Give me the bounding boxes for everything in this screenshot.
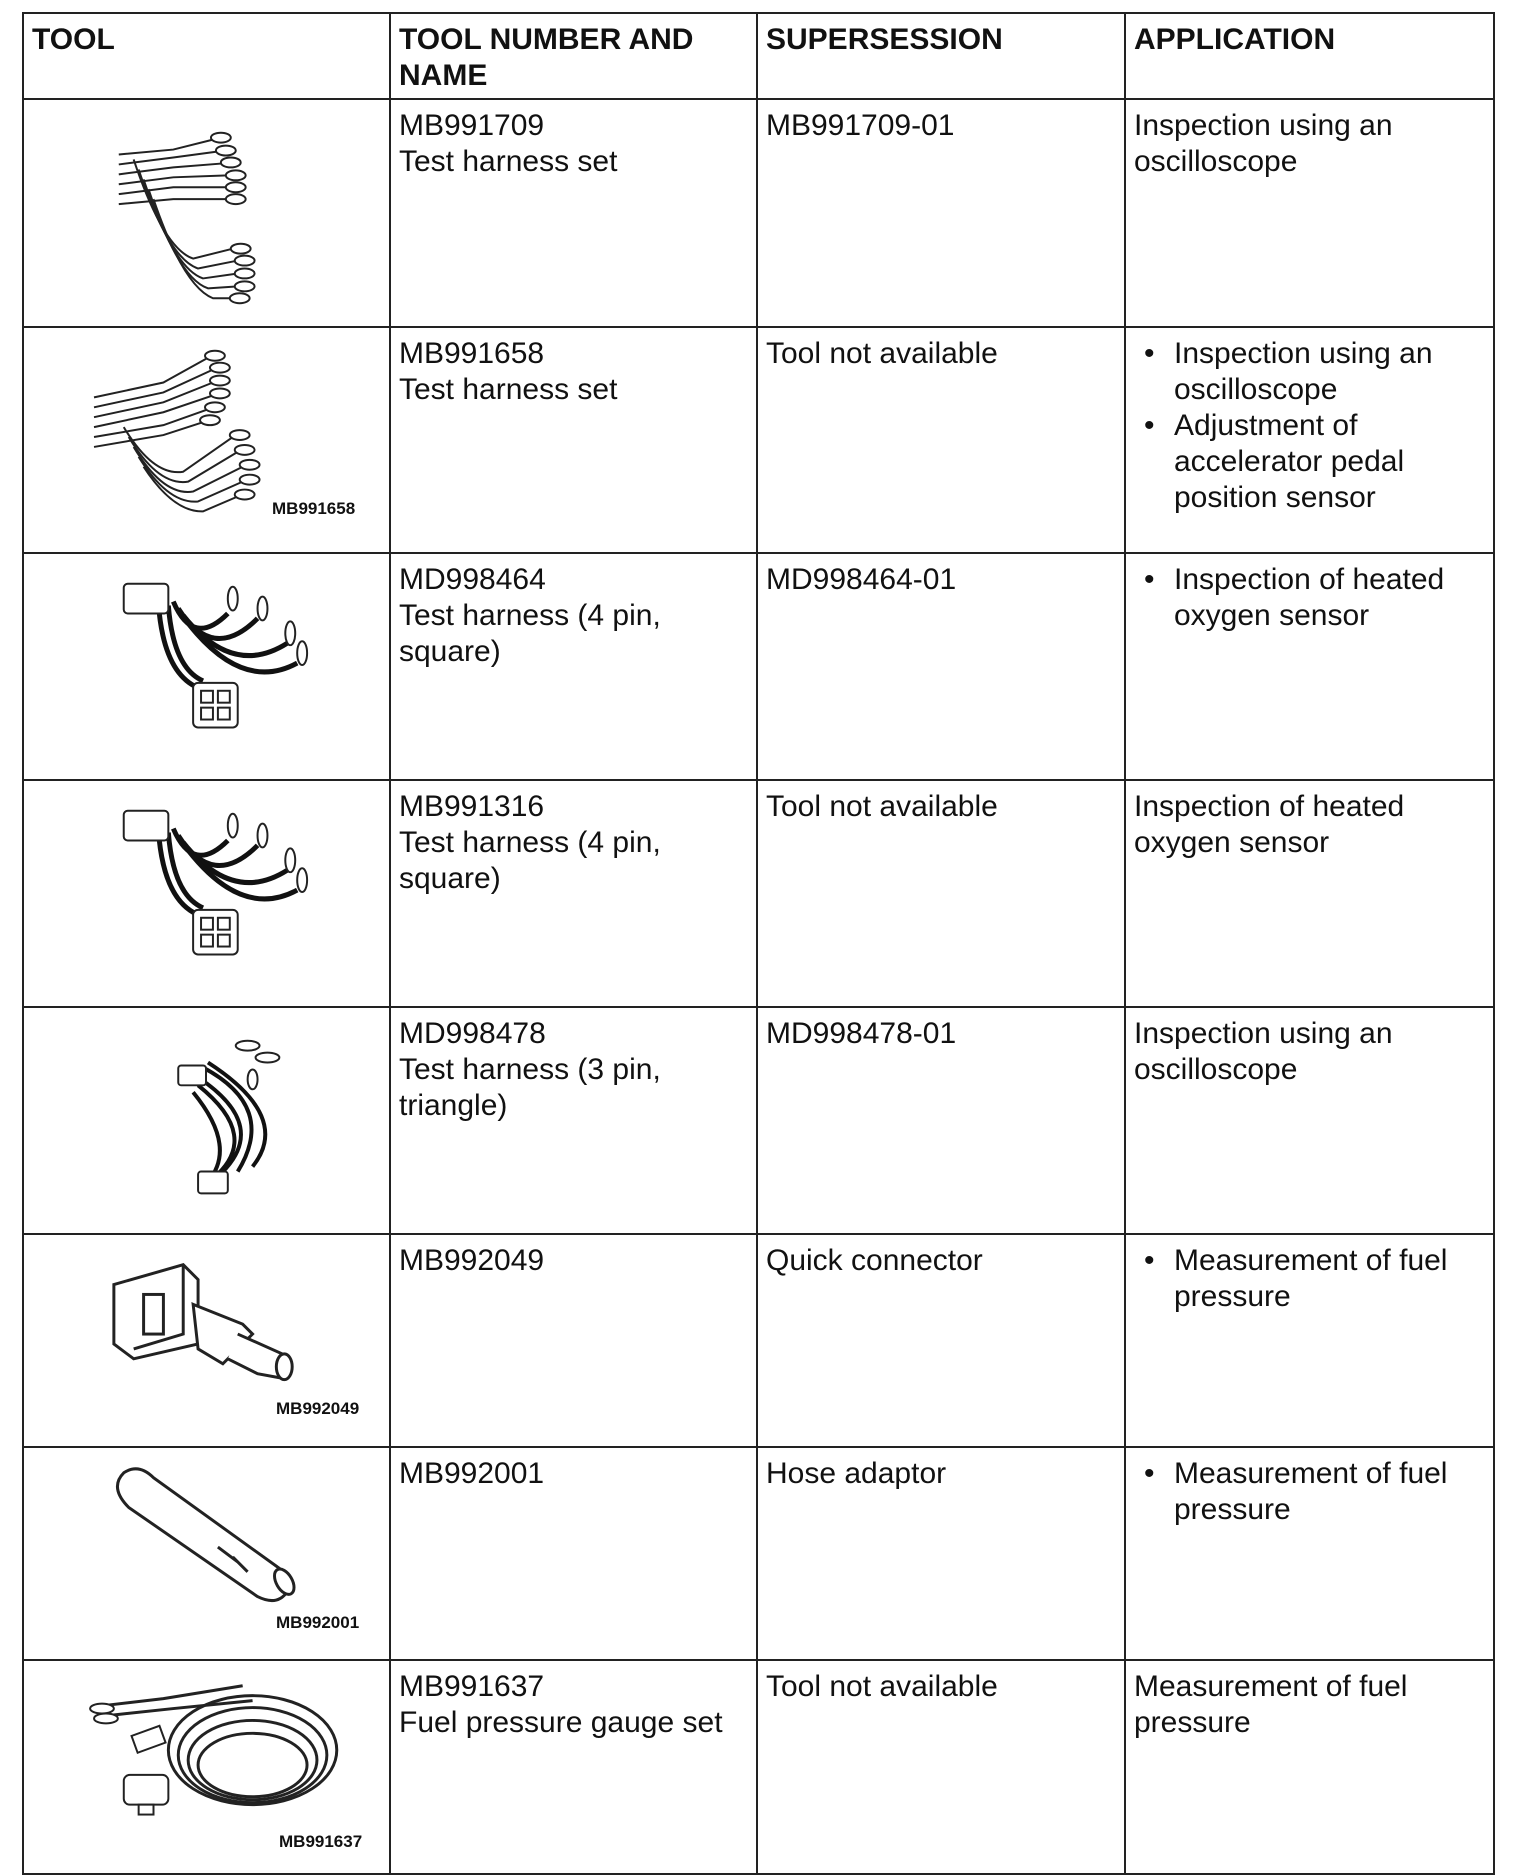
supersession-cell: MD998478-01 xyxy=(757,1007,1125,1234)
list-item: • Adjustment of accelerator pedal position sensor xyxy=(1174,408,1485,516)
tool-number-name-cell xyxy=(390,327,757,553)
tool-image-label: MB991637 xyxy=(279,1832,363,1851)
tool-name: Test harness set xyxy=(399,145,618,178)
application-cell: Inspection of heated oxygen sensor xyxy=(1125,780,1494,1007)
supersession-cell: MB991709-01 xyxy=(757,99,1125,327)
tool-image-label: MB992049 xyxy=(276,1399,360,1418)
list-item: • Inspection using an oscilloscope xyxy=(1174,336,1485,408)
application-cell xyxy=(1125,1447,1494,1660)
application-cell xyxy=(1125,327,1494,553)
supersession-cell: Tool not available xyxy=(757,1660,1125,1874)
application-cell: Inspection using an oscilloscope xyxy=(1125,99,1494,327)
application-list xyxy=(1134,562,1485,634)
header-supersession: SUPERSESSION xyxy=(757,13,1125,99)
special-tools-table xyxy=(22,12,1495,1875)
table-row xyxy=(23,1234,1494,1447)
tool-number: MB991637 xyxy=(399,1670,545,1703)
test-harness-set-icon xyxy=(24,328,389,552)
tool-number: MD998478 xyxy=(399,1017,546,1050)
tool-number: MB991709 xyxy=(399,109,545,142)
header-number-name: TOOL NUMBER AND NAME xyxy=(390,13,757,99)
table-row xyxy=(23,327,1494,553)
tool-number: MB991316 xyxy=(399,790,545,823)
tool-name: Test harness (4 pin, square) xyxy=(399,599,661,668)
supersession-cell: Tool not available xyxy=(757,327,1125,553)
tool-image-cell xyxy=(23,553,390,780)
tool-number: MB991658 xyxy=(399,337,545,370)
test-harness-connector-icon xyxy=(24,554,389,779)
tool-number: MB992001 xyxy=(399,1457,545,1490)
tool-image-cell xyxy=(23,1234,390,1447)
tool-image-label: MB992001 xyxy=(276,1613,360,1632)
tool-image-cell xyxy=(23,1007,390,1234)
table-row xyxy=(23,1660,1494,1874)
tool-number-name-cell xyxy=(390,99,757,327)
header-tool: TOOL xyxy=(23,13,390,99)
supersession-cell: Quick connector xyxy=(757,1234,1125,1447)
tool-number-name-cell xyxy=(390,1234,757,1447)
tool-image-cell xyxy=(23,99,390,327)
table-row xyxy=(23,553,1494,780)
application-list xyxy=(1134,1456,1485,1528)
application-list xyxy=(1134,1243,1485,1315)
list-item: • Measurement of fuel pressure xyxy=(1174,1243,1485,1315)
tool-number: MD998464 xyxy=(399,563,546,596)
tool-image-label: MB991658 xyxy=(272,499,356,518)
tool-number-name-cell xyxy=(390,1447,757,1660)
tool-name: Test harness (4 pin, square) xyxy=(399,826,661,895)
application-cell: Inspection using an oscilloscope xyxy=(1125,1007,1494,1234)
test-harness-set-icon xyxy=(24,100,389,326)
test-harness-small-connector-icon xyxy=(24,1008,389,1233)
tool-number-name-cell xyxy=(390,780,757,1007)
tool-image-cell xyxy=(23,327,390,553)
test-harness-connector-icon xyxy=(24,781,389,1006)
application-cell xyxy=(1125,1234,1494,1447)
tool-number-name-cell xyxy=(390,1660,757,1874)
tool-image-cell xyxy=(23,1660,390,1874)
tool-number-name-cell xyxy=(390,553,757,780)
tool-number: MB992049 xyxy=(399,1244,545,1277)
table-row xyxy=(23,1447,1494,1660)
tool-name: Test harness set xyxy=(399,373,618,406)
tool-name: Test harness (3 pin, triangle) xyxy=(399,1053,661,1122)
list-item: • Measurement of fuel pressure xyxy=(1174,1456,1485,1528)
application-cell: Measurement of fuel pressure xyxy=(1125,1660,1494,1874)
table-row xyxy=(23,780,1494,1007)
tool-name: Fuel pressure gauge set xyxy=(399,1706,723,1739)
table-row xyxy=(23,99,1494,327)
tool-image-cell xyxy=(23,1447,390,1660)
application-cell xyxy=(1125,553,1494,780)
header-application: APPLICATION xyxy=(1125,13,1494,99)
tool-image-cell xyxy=(23,780,390,1007)
list-item: • Inspection of heated oxygen sensor xyxy=(1174,562,1485,634)
supersession-cell: Tool not available xyxy=(757,780,1125,1007)
table-row xyxy=(23,1007,1494,1234)
supersession-cell: MD998464-01 xyxy=(757,553,1125,780)
header-row xyxy=(23,13,1494,99)
tool-number-name-cell xyxy=(390,1007,757,1234)
supersession-cell: Hose adaptor xyxy=(757,1447,1125,1660)
application-list xyxy=(1134,336,1485,516)
